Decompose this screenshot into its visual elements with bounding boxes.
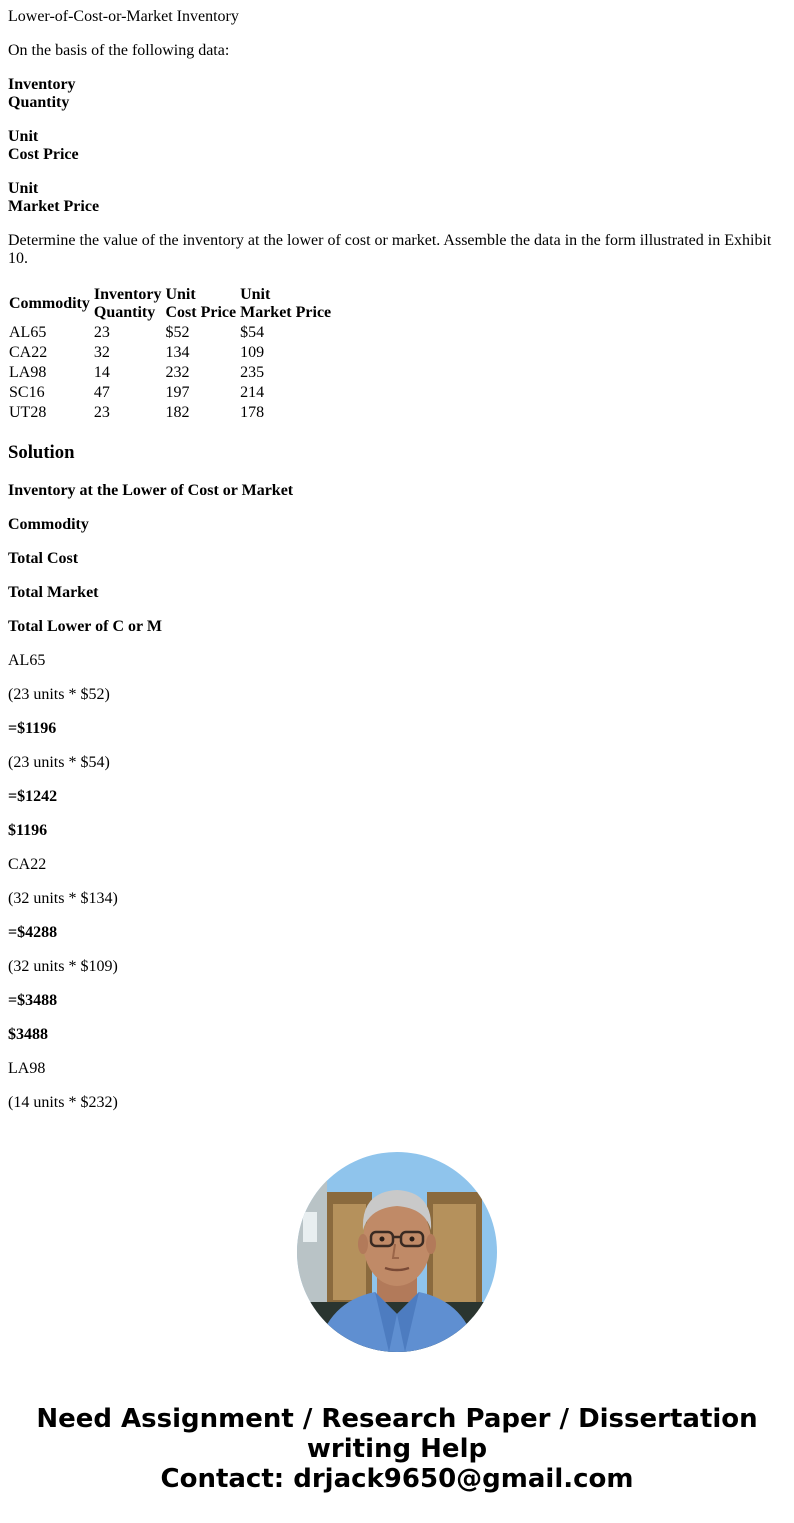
table-row xyxy=(8,324,332,342)
document xyxy=(8,8,786,1128)
instruction-text: Determine the value of the inventory at the lower of cost or market. Assemble the data in the form illustrated in Exhibit 10. xyxy=(8,232,772,267)
solution-col-total-market: Total Market xyxy=(8,584,99,601)
cell-quantity: 23 xyxy=(93,324,110,341)
col-unit-market-price: Unit Market Price xyxy=(240,286,332,321)
cell-market: 214 xyxy=(240,384,265,401)
solution-cost-calc: (32 units * $134) xyxy=(8,890,118,907)
header-unit-market-price: Unit Market Price xyxy=(8,180,100,215)
cell-cost: 232 xyxy=(165,364,190,381)
promo-line-1: Need Assignment / Research Paper / Dissertation xyxy=(36,1404,758,1434)
author-avatar xyxy=(297,1152,497,1352)
solution-market-total: =$1242 xyxy=(8,788,58,805)
cell-quantity: 14 xyxy=(93,364,110,381)
table-row xyxy=(8,404,332,422)
solution-commodity: CA22 xyxy=(8,856,47,873)
solution-col-total-lower: Total Lower of C or M xyxy=(8,618,162,635)
cell-cost: 182 xyxy=(165,404,190,421)
promo-banner xyxy=(0,1404,794,1494)
cell-cost: 197 xyxy=(165,384,190,401)
cell-quantity: 32 xyxy=(93,344,110,361)
table-row xyxy=(8,364,332,382)
cell-commodity: AL65 xyxy=(9,324,47,341)
person-photo-icon xyxy=(297,1152,497,1352)
solution-heading: Solution xyxy=(8,442,75,463)
cell-commodity: CA22 xyxy=(9,344,48,361)
table-row xyxy=(8,344,332,362)
promo-contact: Contact: drjack9650@gmail.com xyxy=(160,1464,634,1494)
solution-commodity: AL65 xyxy=(8,652,46,669)
cell-market: 178 xyxy=(240,404,265,421)
cell-commodity: UT28 xyxy=(9,404,47,421)
solution-col-total-cost: Total Cost xyxy=(8,550,79,567)
solution-cost-calc: (14 units * $232) xyxy=(8,1094,118,1111)
cell-market: $54 xyxy=(240,324,265,341)
cell-cost: $52 xyxy=(165,324,190,341)
table-header-row xyxy=(8,286,332,322)
solution-market-calc: (23 units * $54) xyxy=(8,754,110,771)
solution-cost-total: =$1196 xyxy=(8,720,57,737)
solution-cost-total: =$4288 xyxy=(8,924,58,941)
solution-col-commodity: Commodity xyxy=(8,516,89,533)
intro-text: On the basis of the following data: xyxy=(8,42,230,59)
page-title: Lower-of-Cost-or-Market Inventory xyxy=(8,8,239,25)
cell-commodity: LA98 xyxy=(9,364,47,381)
solution-commodity: LA98 xyxy=(8,1060,46,1077)
cell-quantity: 47 xyxy=(93,384,110,401)
table-row xyxy=(8,384,332,402)
col-commodity: Commodity xyxy=(9,295,90,312)
solution-market-total: =$3488 xyxy=(8,992,58,1009)
header-inventory-quantity: Inventory Quantity xyxy=(8,76,76,111)
solution-lower-value: $1196 xyxy=(8,822,48,839)
promo-line-2: writing Help xyxy=(306,1434,488,1464)
solution-subheading: Inventory at the Lower of Cost or Market xyxy=(8,482,294,499)
cell-commodity: SC16 xyxy=(9,384,45,401)
col-unit-cost-price: Unit Cost Price xyxy=(165,286,237,321)
solution-cost-calc: (23 units * $52) xyxy=(8,686,110,703)
inventory-table xyxy=(6,284,334,424)
cell-market: 235 xyxy=(240,364,265,381)
cell-cost: 134 xyxy=(165,344,190,361)
cell-quantity: 23 xyxy=(93,404,110,421)
header-unit-cost-price: Unit Cost Price xyxy=(8,128,79,163)
solution-market-calc: (32 units * $109) xyxy=(8,958,118,975)
solution-lower-value: $3488 xyxy=(8,1026,48,1043)
cell-market: 109 xyxy=(240,344,265,361)
col-inventory-quantity: Inventory Quantity xyxy=(93,286,162,321)
